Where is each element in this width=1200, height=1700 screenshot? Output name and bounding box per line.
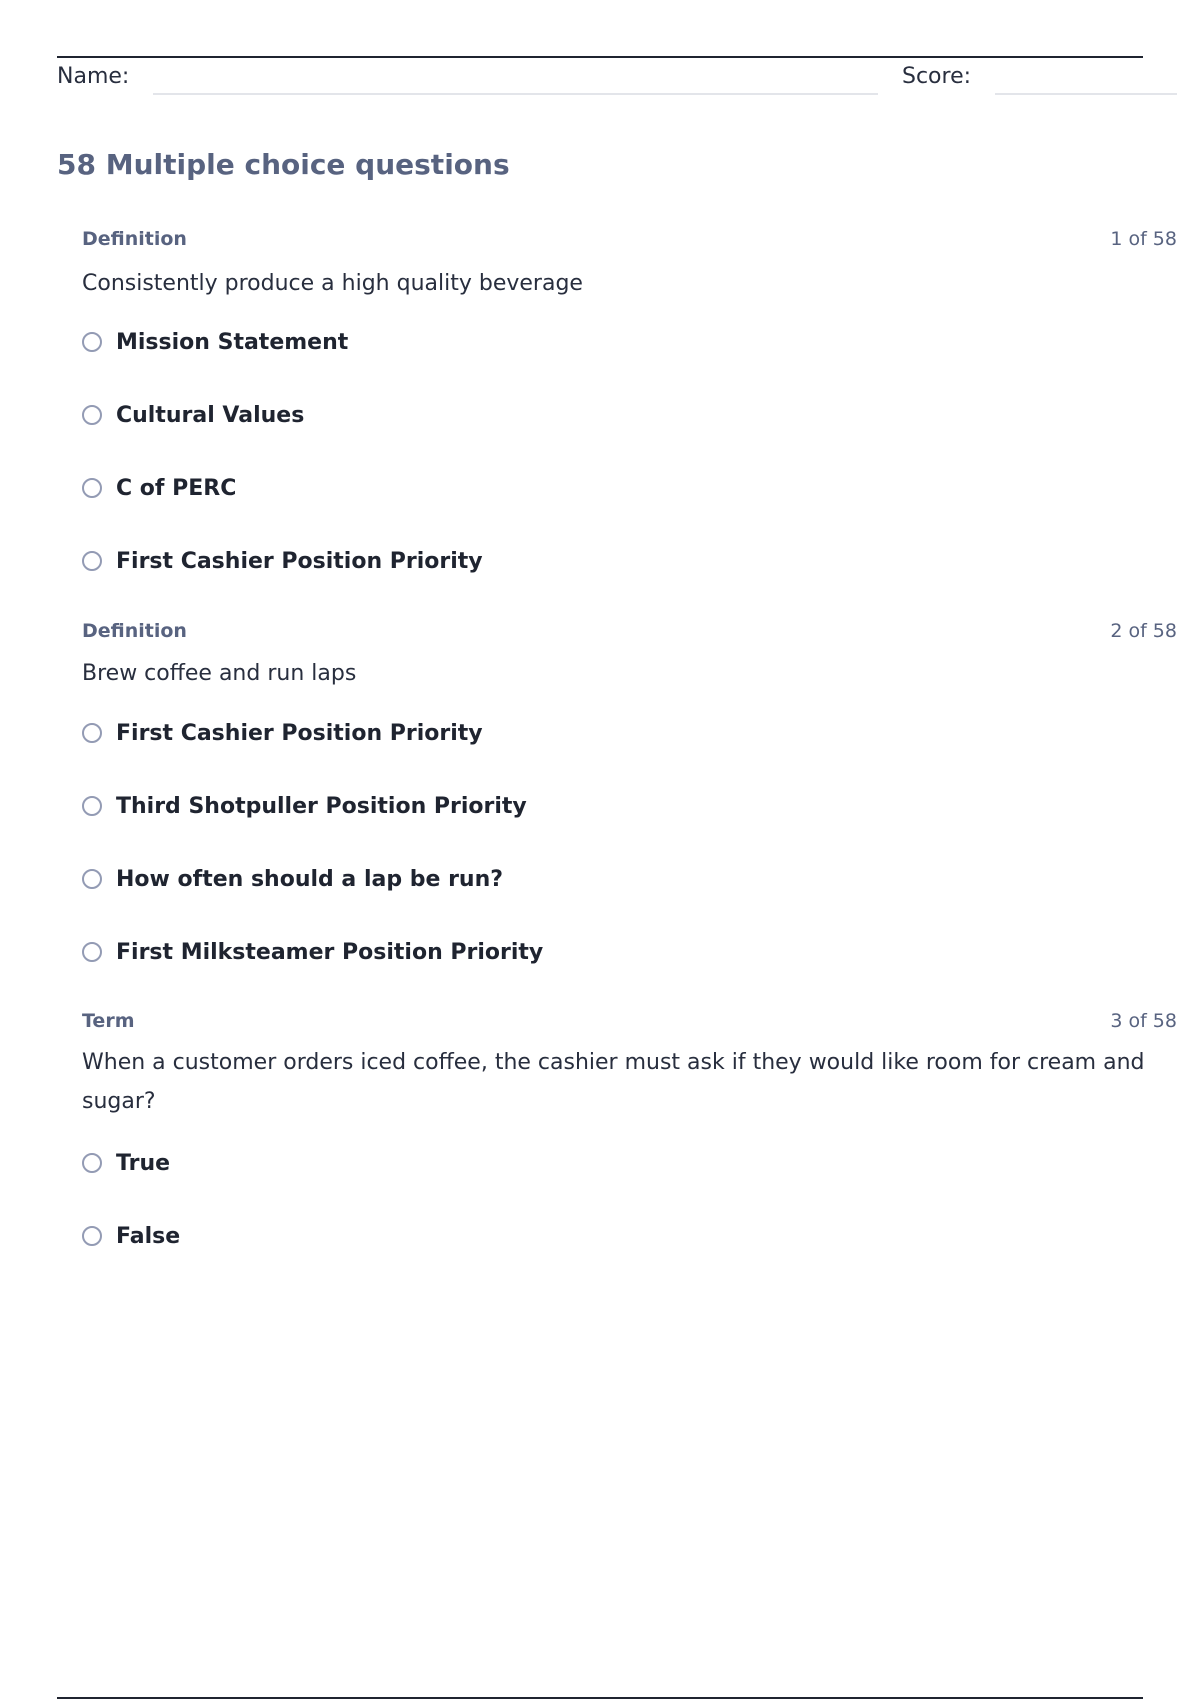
question-kind: Term xyxy=(82,1010,135,1032)
radio-button[interactable] xyxy=(82,1153,102,1173)
radio-button[interactable] xyxy=(82,478,102,498)
radio-button[interactable] xyxy=(82,723,102,743)
answer-option[interactable] xyxy=(82,398,304,432)
option-label: C of PERC xyxy=(116,475,237,501)
answer-option[interactable] xyxy=(82,325,348,359)
radio-button[interactable] xyxy=(82,796,102,816)
answer-option[interactable] xyxy=(82,716,483,750)
question-counter: 3 of 58 xyxy=(1110,1010,1177,1032)
answer-option[interactable] xyxy=(82,544,483,578)
score-label: Score: xyxy=(902,64,972,89)
question-counter: 1 of 58 xyxy=(1110,228,1177,250)
question-prompt: Brew coffee and run laps xyxy=(82,661,357,686)
option-label: False xyxy=(116,1223,181,1249)
radio-button[interactable] xyxy=(82,551,102,571)
answer-option[interactable] xyxy=(82,789,527,823)
score-field[interactable] xyxy=(995,93,1177,95)
radio-button[interactable] xyxy=(82,1226,102,1246)
question-kind: Definition xyxy=(82,620,187,642)
question-counter: 2 of 58 xyxy=(1110,620,1177,642)
answer-option[interactable] xyxy=(82,862,503,896)
option-label: First Milksteamer Position Priority xyxy=(116,939,544,965)
option-label: Cultural Values xyxy=(116,402,305,428)
question-prompt: Consistently produce a high quality beverage xyxy=(82,271,583,296)
option-label: How often should a lap be run? xyxy=(116,866,503,892)
top-rule xyxy=(57,56,1143,58)
question-prompt: When a customer orders iced coffee, the cashier must ask if they would like room for cream and sugar? xyxy=(82,1050,1145,1114)
option-label: First Cashier Position Priority xyxy=(116,548,483,574)
answer-option[interactable] xyxy=(82,935,543,969)
radio-button[interactable] xyxy=(82,332,102,352)
answer-option[interactable] xyxy=(82,1219,180,1253)
question-kind: Definition xyxy=(82,228,187,250)
answer-option[interactable] xyxy=(82,1146,170,1180)
answer-option[interactable] xyxy=(82,471,236,505)
bottom-rule xyxy=(57,1697,1143,1699)
section-title: 58 Multiple choice questions xyxy=(57,148,510,181)
radio-button[interactable] xyxy=(82,942,102,962)
option-label: Mission Statement xyxy=(116,329,349,355)
name-label: Name: xyxy=(57,64,130,89)
name-field[interactable] xyxy=(153,93,878,95)
option-label: Third Shotpuller Position Priority xyxy=(116,793,527,819)
option-label: First Cashier Position Priority xyxy=(116,720,483,746)
radio-button[interactable] xyxy=(82,869,102,889)
radio-button[interactable] xyxy=(82,405,102,425)
option-label: True xyxy=(116,1150,171,1176)
